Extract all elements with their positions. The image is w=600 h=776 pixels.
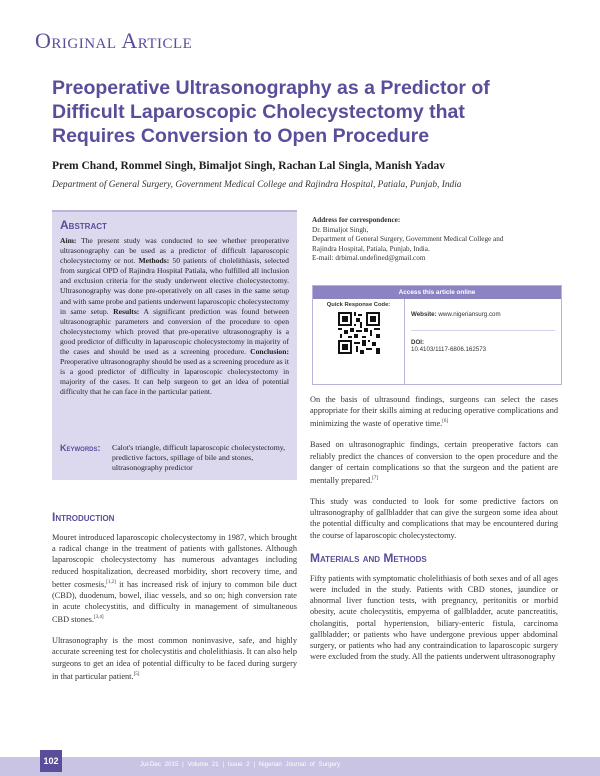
correspondence-heading: Address for correspondence:: [312, 216, 401, 224]
correspondence-name: Dr. Bimaljot Singh,: [312, 225, 369, 234]
doi-row: [411, 331, 555, 359]
qr-code-icon[interactable]: [338, 312, 380, 354]
correspondence-line2: Rajindra Hospital, Patiala, Punjab, India.: [312, 244, 430, 253]
right-column-text: [310, 394, 558, 662]
website-link[interactable]: www.nigeriansurg.com: [438, 311, 501, 318]
website-row: [411, 303, 555, 331]
article-title: Preoperative Ultrasonography as a Predictor of Difficult Laparoscopic Cholecystectomy that Requires Conversion to Open Procedure: [52, 77, 490, 147]
abstract-heading: Abstract: [60, 218, 107, 232]
page-number: 102: [40, 750, 62, 772]
aim-label: Aim:: [60, 236, 77, 245]
section-label: Original Article: [35, 28, 193, 53]
access-heading: Access this article online: [313, 286, 561, 299]
keywords-text: Calot's triangle, difficult laparoscopic cholecystectomy, predictive factors, spillage of bile and stones, ultrasonography predictor: [112, 443, 286, 472]
right-paragraph-2: Based on ultrasonographic findings, certain preoperative factors can reliably predict the chances of conversion to the open procedure and the danger of certain complications so that the surgeon and the patient are mentally prepared.[7]: [310, 440, 558, 485]
results-text: A significant prediction was found between ultrasonographic parameters and conversion of the procedure to open cholecystectomy which proved that pre-operative ultrasonography is a good predictor of difficulty in laparoscopic cholecystectomy in majority of the cases and should be used as a screening procedure.: [60, 306, 290, 357]
keywords-label: Keywords:: [60, 443, 101, 453]
conclusion-label: Conclusion:: [250, 347, 289, 357]
aim-text: The present study was conducted to see whether preoperative ultrasonography can be used as a predictor of difficult laparoscopic cholecystectomy or not.: [60, 236, 290, 266]
correspondence-email[interactable]: E-mail: drbimal.undefined@gmail.com: [312, 254, 426, 263]
abstract-text: [60, 236, 289, 398]
website-label: Website:: [411, 311, 437, 318]
intro-paragraph-1: Mouret introduced laparoscopic cholecystectomy in 1987, which brought a radical change in the treatment of patients with gallstones. Although laparoscopic cholecystectomy has numerous advantages including reduced hospitalization, decreased morbidity, short recovery time, and better cosmesis,[1,2] it has increased risk of injury to common bile duct (CBD), duodenum, bowel, iliac vessels, and so on; high conversion rate in acute cholecystitis, and difficulty in management of simultaneous CBD stones.[3,4]: [52, 533, 297, 624]
methods-text: 50 patients of cholelithiasis, selected from surgical OPD of Rajindra Hospital Patiala, who fulfilled all inclusion and exclusion criteria for the study underwent elective cholecystectomy. Ultrasonography was done pre-operatively on all cases in the same setup and with same probe and patients underwent laparoscopic cholecystectomy in same setup.: [60, 256, 289, 316]
introduction-heading: Introduction: [52, 510, 115, 524]
author-list: Prem Chand, Rommel Singh, Bimaljot Singh, Rachan Lal Singla, Manish Yadav: [52, 160, 445, 172]
conclusion-text: Preoperative ultrasonography should be used as a screening procedure as it is a good predictor of difficulty in laparoscopic cholecystectomy in majority of the cases. It can help surgeon to get an idea of potential difficulty that he can face in the particular patient.: [60, 357, 289, 397]
right-paragraph-1: On the basis of ultrasound findings, surgeons can select the cases appropriate for their skills aiming at reducing operative complications and minimizing the waste of operative time.[6]: [310, 395, 558, 429]
correspondence-line1: Department of General Surgery, Government Medical College and: [312, 235, 504, 244]
results-label: Results:: [113, 306, 140, 316]
correspondence-block: [312, 216, 562, 264]
qr-column: [313, 299, 405, 385]
methods-heading: Materials and Methods: [310, 550, 427, 565]
access-online-box: [312, 285, 562, 385]
article-info: [405, 299, 561, 385]
qr-label: Quick Response Code:: [326, 302, 391, 308]
methods-label: Methods:: [138, 256, 170, 266]
journal-issue-info: Jul-Dec 2015 | Volume 21 | Issue 2 | Nigerian Journal of Surgery: [140, 761, 341, 768]
doi-label: DOI:: [411, 339, 425, 346]
intro-paragraph-2: Ultrasonography is the most common noninvasive, safe, and highly accurate screening test for cholecystitis and cholelithiasis. It can also help surgeons to get an idea of potential difficulty to be faced during surgery in that particular patient.[5]: [52, 636, 297, 681]
affiliation: Department of General Surgery, Government Medical College and Rajindra Hospital, Patiala, Punjab, India: [52, 180, 462, 190]
doi-link[interactable]: 10.4103/1117-6806.162573: [411, 346, 487, 353]
right-paragraph-3: This study was conducted to look for some predictive factors on ultrasonography of gallbladder that can give the surgeon some idea about the potential difficulty and complications that may be encountered during the course of laparoscopic cholecystectomy.: [310, 496, 558, 540]
introduction-section: [52, 510, 297, 692]
keywords-box: [52, 438, 297, 478]
methods-paragraph: Fifty patients with symptomatic cholelithiasis of both sexes and of all ages were included in the study. Patients with CBD stones, jaundice or abnormal liver function tests, with pregnancy, peritonitis or morbid obesity, acute cholecystitis, empyema of gallbladder, acute pancreatitis, cholangitis, portal hypertension, biliary-enteric fistula, carcinoma gallbladder; or patients who have undergone previous upper abdominal surgery, or patients who had any contraindication to laparoscopic surgery were excluded from the study. All the patients underwent ultrasonography: [310, 573, 558, 662]
